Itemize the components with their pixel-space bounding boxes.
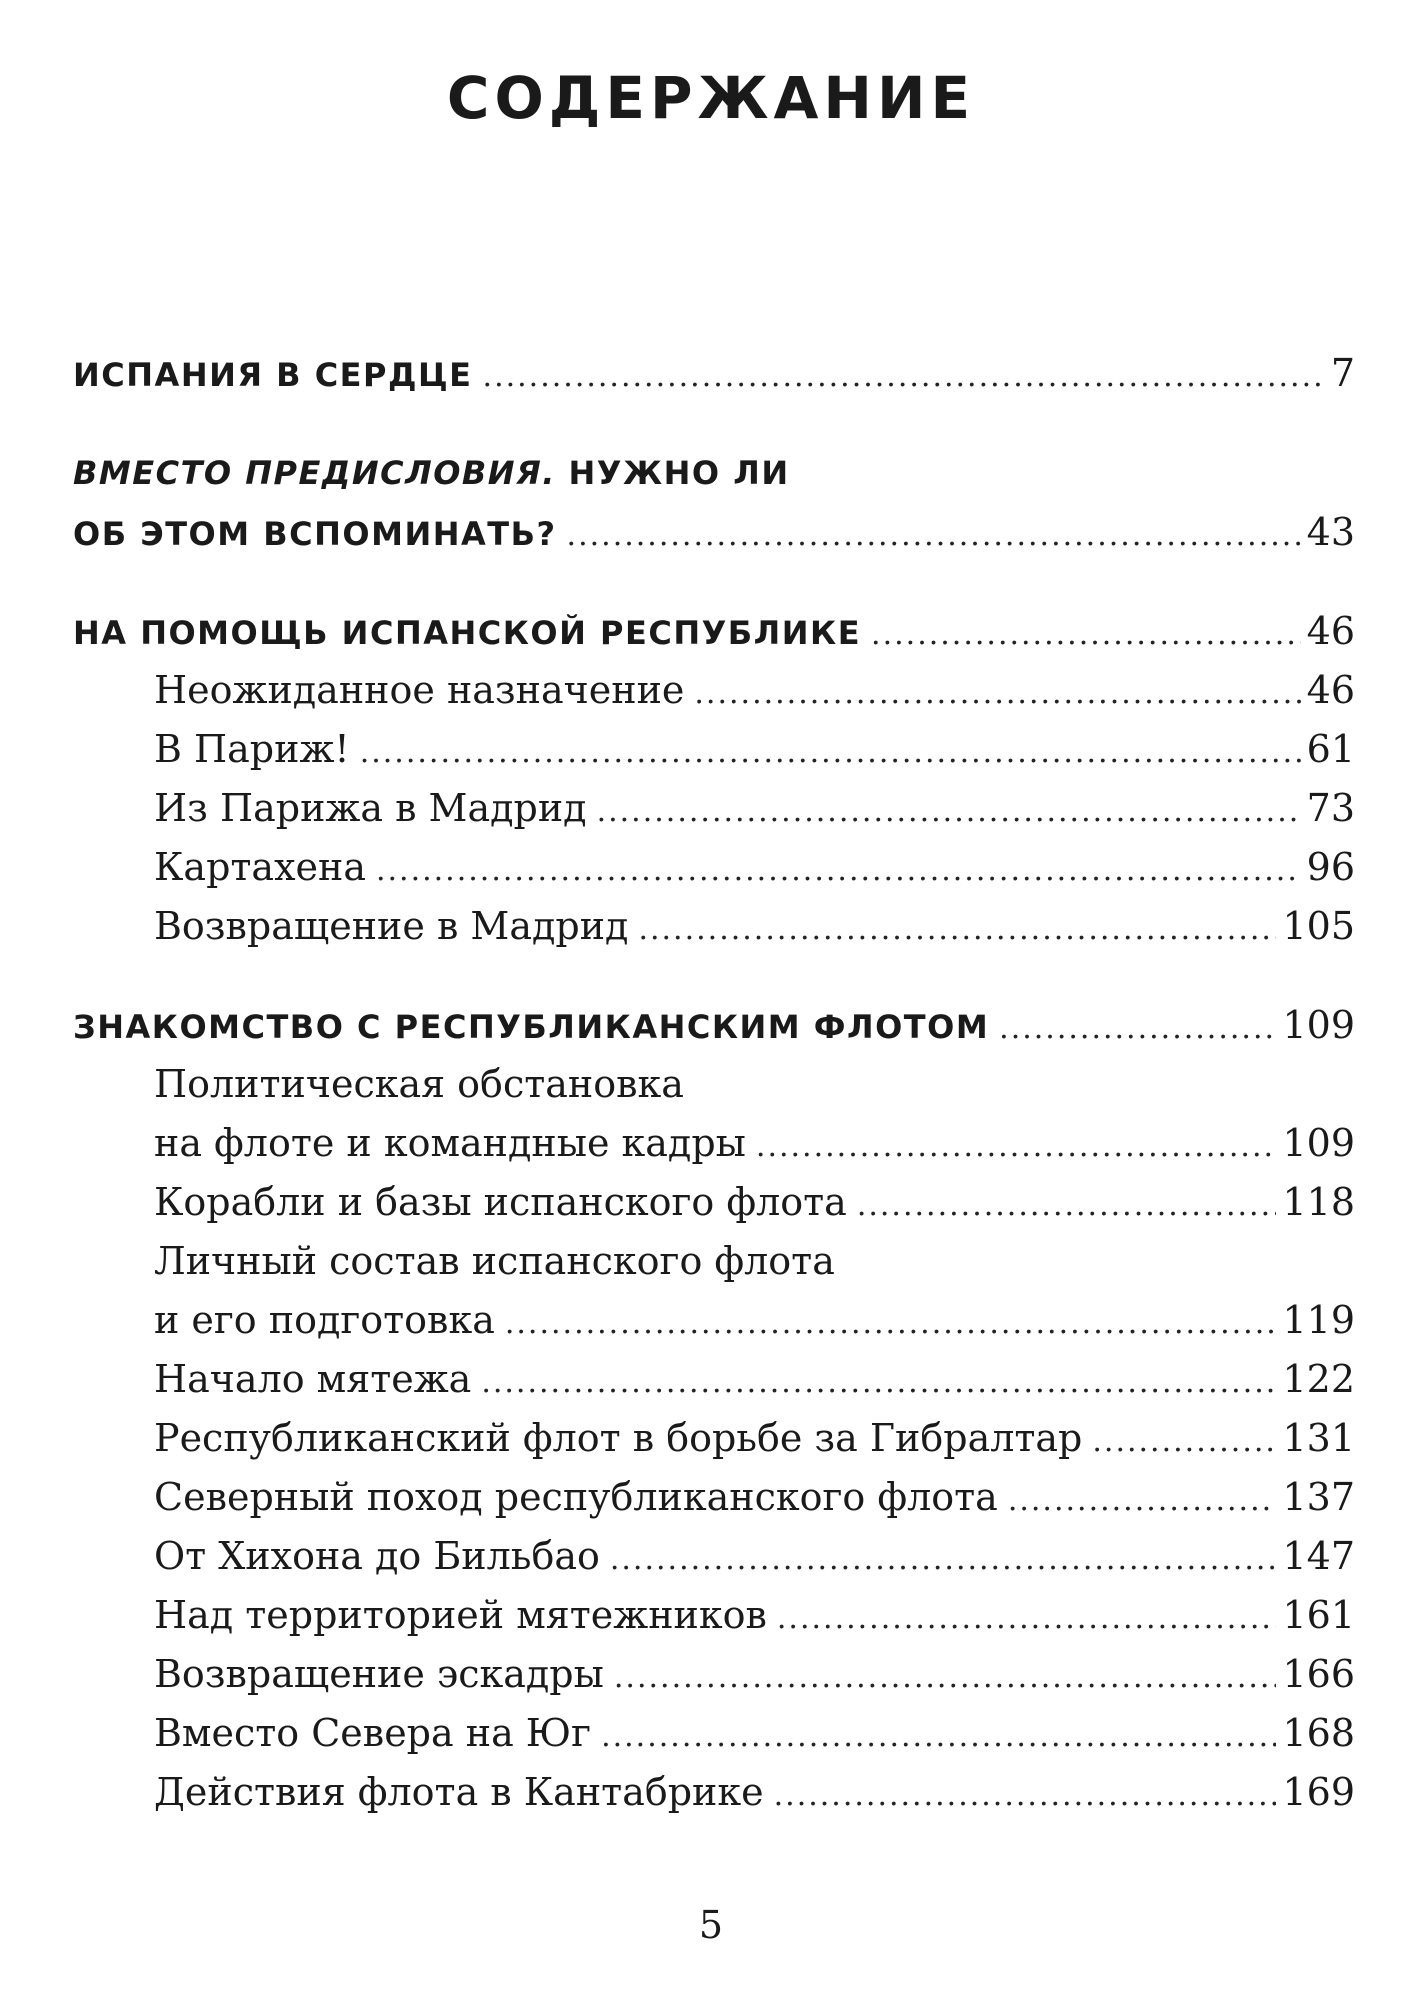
toc-section-2-line-2 xyxy=(73,503,1355,562)
toc-italic-prefix: ВМЕСТО ПРЕДИСЛОВИЯ. xyxy=(73,454,556,492)
toc-section-label-rest: НУЖНО ЛИ xyxy=(555,454,790,492)
dot-leader xyxy=(1008,1471,1277,1530)
toc-entry-label: Политическая обстановка xyxy=(154,1062,684,1106)
toc-entry-label: Возвращение в Мадрид xyxy=(154,904,629,948)
toc-page-number: 73 xyxy=(1306,786,1355,830)
dot-leader xyxy=(1092,1412,1276,1471)
toc-page-number: 7 xyxy=(1330,351,1355,395)
toc-section-2-line-1 xyxy=(73,444,1355,503)
toc-entry-label: В Париж! xyxy=(154,727,350,771)
toc-entry xyxy=(73,1291,1355,1350)
dot-leader xyxy=(774,1766,1277,1825)
toc-page-number: 147 xyxy=(1282,1534,1355,1578)
toc-page-number: 161 xyxy=(1282,1593,1355,1637)
toc-entry xyxy=(73,779,1355,838)
dot-leader xyxy=(638,900,1276,959)
toc-section-label: ИСПАНИЯ В СЕРДЦЕ xyxy=(73,356,473,394)
toc-page-number: 105 xyxy=(1282,904,1355,948)
toc-entry-label: Личный состав испанского флота xyxy=(154,1239,835,1283)
toc-page-number: 137 xyxy=(1282,1475,1355,1519)
toc-page-number: 169 xyxy=(1282,1770,1355,1814)
dot-leader xyxy=(376,841,1301,900)
toc-section-3 xyxy=(73,602,1355,661)
toc-entry xyxy=(73,838,1355,897)
toc-entry-label: Из Парижа в Мадрид xyxy=(154,786,587,830)
toc-entry-label: Северный поход республиканского флота xyxy=(154,1475,998,1519)
toc-section-label: ОБ ЭТОМ ВСПОМИНАТЬ? xyxy=(73,515,557,553)
dot-leader xyxy=(777,1589,1277,1648)
toc-page-number: 46 xyxy=(1306,609,1355,653)
toc-entry xyxy=(73,720,1355,779)
page-number-footer: 5 xyxy=(698,1903,724,1947)
toc-page-number: 118 xyxy=(1282,1180,1355,1224)
dot-leader xyxy=(483,347,1325,406)
toc-entry xyxy=(73,897,1355,956)
dot-leader xyxy=(857,1176,1277,1235)
toc-entry xyxy=(73,1763,1355,1822)
toc-page-number: 131 xyxy=(1282,1416,1355,1460)
toc-section-label: НА ПОМОЩЬ ИСПАНСКОЙ РЕСПУБЛИКЕ xyxy=(73,614,862,652)
toc-page-number: 43 xyxy=(1306,510,1355,554)
toc-page-number: 109 xyxy=(1282,1121,1355,1165)
toc-entry xyxy=(73,1468,1355,1527)
toc-entry-label: Над территорией мятежников xyxy=(154,1593,767,1637)
toc-entry-label: Корабли и базы испанского флота xyxy=(154,1180,847,1224)
dot-leader xyxy=(481,1353,1276,1412)
toc-entry-label: Возвращение эскадры xyxy=(154,1652,604,1696)
toc-entry-line-1 xyxy=(73,1232,1355,1291)
dot-leader xyxy=(360,723,1301,782)
toc-page-number: 168 xyxy=(1282,1711,1355,1755)
toc-entry xyxy=(73,1704,1355,1763)
toc-entry-label: Начало мятежа xyxy=(154,1357,472,1401)
dot-leader xyxy=(567,506,1301,565)
dot-leader xyxy=(610,1530,1277,1589)
toc-section-label: ЗНАКОМСТВО С РЕСПУБЛИКАНСКИМ ФЛОТОМ xyxy=(73,1008,990,1046)
toc-entry xyxy=(73,1527,1355,1586)
dot-leader xyxy=(614,1648,1277,1707)
dot-leader xyxy=(694,664,1300,723)
toc-page-number: 61 xyxy=(1306,727,1355,771)
toc-entry-label: Картахена xyxy=(154,845,366,889)
dot-leader xyxy=(505,1294,1277,1353)
toc-section-label xyxy=(73,444,790,503)
dot-leader xyxy=(597,782,1301,841)
dot-leader xyxy=(756,1117,1277,1176)
toc-section-4 xyxy=(73,996,1355,1055)
dot-leader xyxy=(999,999,1276,1058)
toc-entry-line-1 xyxy=(73,1055,1355,1114)
toc-entry-label: От Хихона до Бильбао xyxy=(154,1534,600,1578)
toc-entry-label: на флоте и командные кадры xyxy=(154,1121,746,1165)
toc-page-number: 122 xyxy=(1282,1357,1355,1401)
toc-entry xyxy=(73,1409,1355,1468)
toc-page-number: 119 xyxy=(1282,1298,1355,1342)
toc-entry xyxy=(73,1586,1355,1645)
toc-entry xyxy=(73,1350,1355,1409)
toc-page-number: 166 xyxy=(1282,1652,1355,1696)
toc-entry xyxy=(73,661,1355,720)
dot-leader xyxy=(871,605,1301,664)
toc-page-number: 46 xyxy=(1306,668,1355,712)
dot-leader xyxy=(601,1707,1276,1766)
toc-entry xyxy=(73,1645,1355,1704)
toc-entry-label: и его подготовка xyxy=(154,1298,495,1342)
toc-entry-label: Действия флота в Кантабрике xyxy=(154,1770,764,1814)
toc-page-number: 96 xyxy=(1306,845,1355,889)
table-of-contents xyxy=(73,344,1355,1822)
toc-section-1 xyxy=(73,344,1355,403)
toc-entry-label: Республиканский флот в борьбе за Гибралтар xyxy=(154,1416,1083,1460)
page-title: СОДЕРЖАНИЕ xyxy=(446,64,976,132)
toc-entry xyxy=(73,1114,1355,1173)
toc-entry-label: Вместо Севера на Юг xyxy=(154,1711,592,1755)
toc-page-number: 109 xyxy=(1282,1003,1355,1047)
toc-entry xyxy=(73,1173,1355,1232)
toc-entry-label: Неожиданное назначение xyxy=(154,668,685,712)
